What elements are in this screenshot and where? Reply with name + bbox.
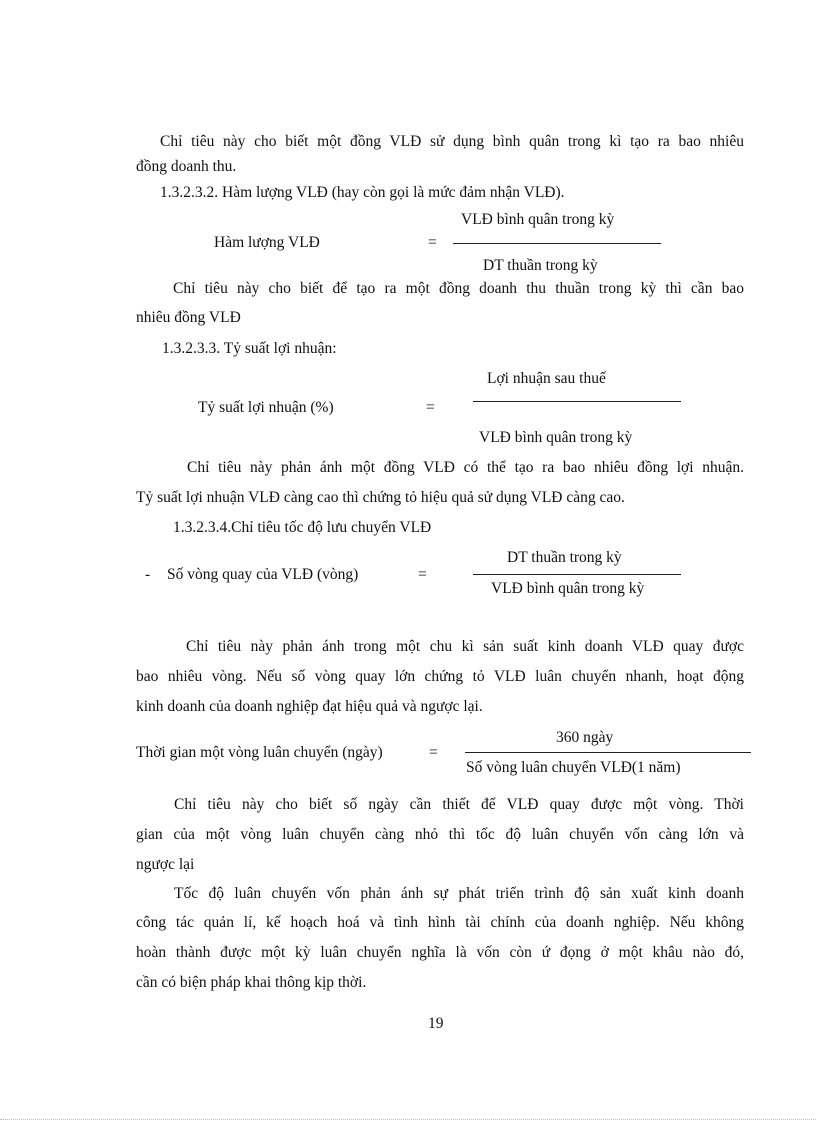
formula2-equals: = — [426, 399, 435, 416]
formula1-denominator: DT thuần trong kỳ — [483, 257, 598, 274]
formula3-equals: = — [418, 566, 427, 583]
para1-line1: Chỉ tiêu này cho biết một đồng VLĐ sử dụng bình quân trong kì tạo ra bao nhiêu — [160, 133, 744, 150]
para4-line2: bao nhiêu vòng. Nếu số vòng quay lớn chứng tỏ VLĐ luân chuyển nhanh, hoạt động — [136, 668, 744, 685]
formula3-fraction-bar — [473, 574, 681, 575]
para4-line3: kinh doanh của doanh nghiệp đạt hiệu quả và ngược lại. — [136, 698, 483, 715]
formula2-label: Tỷ suất lợi nhuận (%) — [198, 399, 334, 416]
para6-line2: công tác quản lí, kế hoạch hoá và tình hình tài chính của doanh nghiệp. Nếu không — [136, 914, 744, 931]
page-bottom-border — [0, 1119, 816, 1120]
formula1-label: Hàm lượng VLĐ — [214, 234, 320, 251]
formula4-fraction-bar — [465, 752, 751, 753]
para3-line1: Chỉ tiêu này phản ánh một đồng VLĐ có thể tạo ra bao nhiêu đồng lợi nhuận. — [187, 459, 744, 476]
para1-line2: đồng doanh thu. — [136, 158, 237, 175]
para5-line1: Chỉ tiêu này cho biết số ngày cần thiết để VLĐ quay được một vòng. Thời — [174, 796, 744, 813]
formula3-label: Số vòng quay của VLĐ (vòng) — [167, 566, 359, 583]
formula1-equals: = — [428, 234, 437, 251]
heading-1-3-2-3-2: 1.3.2.3.2. Hàm lượng VLĐ (hay còn gọi là mức đảm nhận VLĐ). — [160, 184, 565, 201]
formula3-numerator: DT thuần trong kỳ — [507, 549, 622, 566]
formula4-equals: = — [429, 744, 438, 761]
formula4-numerator: 360 ngày — [556, 729, 614, 746]
para5-line3: ngược lại — [136, 856, 195, 873]
formula2-numerator: Lợi nhuận sau thuế — [487, 370, 606, 387]
para2-line2: nhiêu đồng VLĐ — [136, 309, 241, 326]
formula1-fraction-bar — [453, 243, 661, 244]
para5-line2: gian của một vòng luân chuyển càng nhỏ thì tốc độ luân chuyển vốn càng lớn và — [136, 826, 744, 843]
formula3-bullet: - — [145, 566, 151, 583]
formula3-denominator: VLĐ bình quân trong kỳ — [491, 580, 645, 597]
page-number: 19 — [428, 1015, 444, 1032]
formula1-numerator: VLĐ bình quân trong kỳ — [461, 211, 615, 228]
formula2-fraction-bar — [473, 401, 681, 402]
heading-1-3-2-3-3: 1.3.2.3.3. Tỷ suất lợi nhuận: — [162, 340, 337, 357]
para6-line4: cần có biện pháp khai thông kịp thời. — [136, 974, 367, 991]
formula4-denominator: Số vòng luân chuyển VLĐ(1 năm) — [466, 759, 681, 776]
heading-1-3-2-3-4: 1.3.2.3.4.Chỉ tiêu tốc độ lưu chuyển VLĐ — [173, 519, 432, 536]
para6-line1: Tốc độ luân chuyển vốn phản ánh sự phát triển trình độ sản xuất kinh doanh — [174, 885, 744, 902]
formula2-denominator: VLĐ bình quân trong kỳ — [479, 429, 633, 446]
formula4-label: Thời gian một vòng luân chuyển (ngày) — [136, 744, 383, 761]
para3-line2: Tỷ suất lợi nhuận VLĐ càng cao thì chứng tỏ hiệu quả sử dụng VLĐ càng cao. — [136, 489, 625, 506]
para6-line3: hoàn thành được một kỳ luân chuyển nghĩa là vốn còn ứ đọng ở một khâu nào đó, — [136, 944, 744, 961]
para2-line1: Chỉ tiêu này cho biết để tạo ra một đồng doanh thu thuần trong kỳ thì cần bao — [173, 280, 744, 297]
para4-line1: Chỉ tiêu này phản ánh trong một chu kì sản suất kinh doanh VLĐ quay được — [186, 638, 744, 655]
